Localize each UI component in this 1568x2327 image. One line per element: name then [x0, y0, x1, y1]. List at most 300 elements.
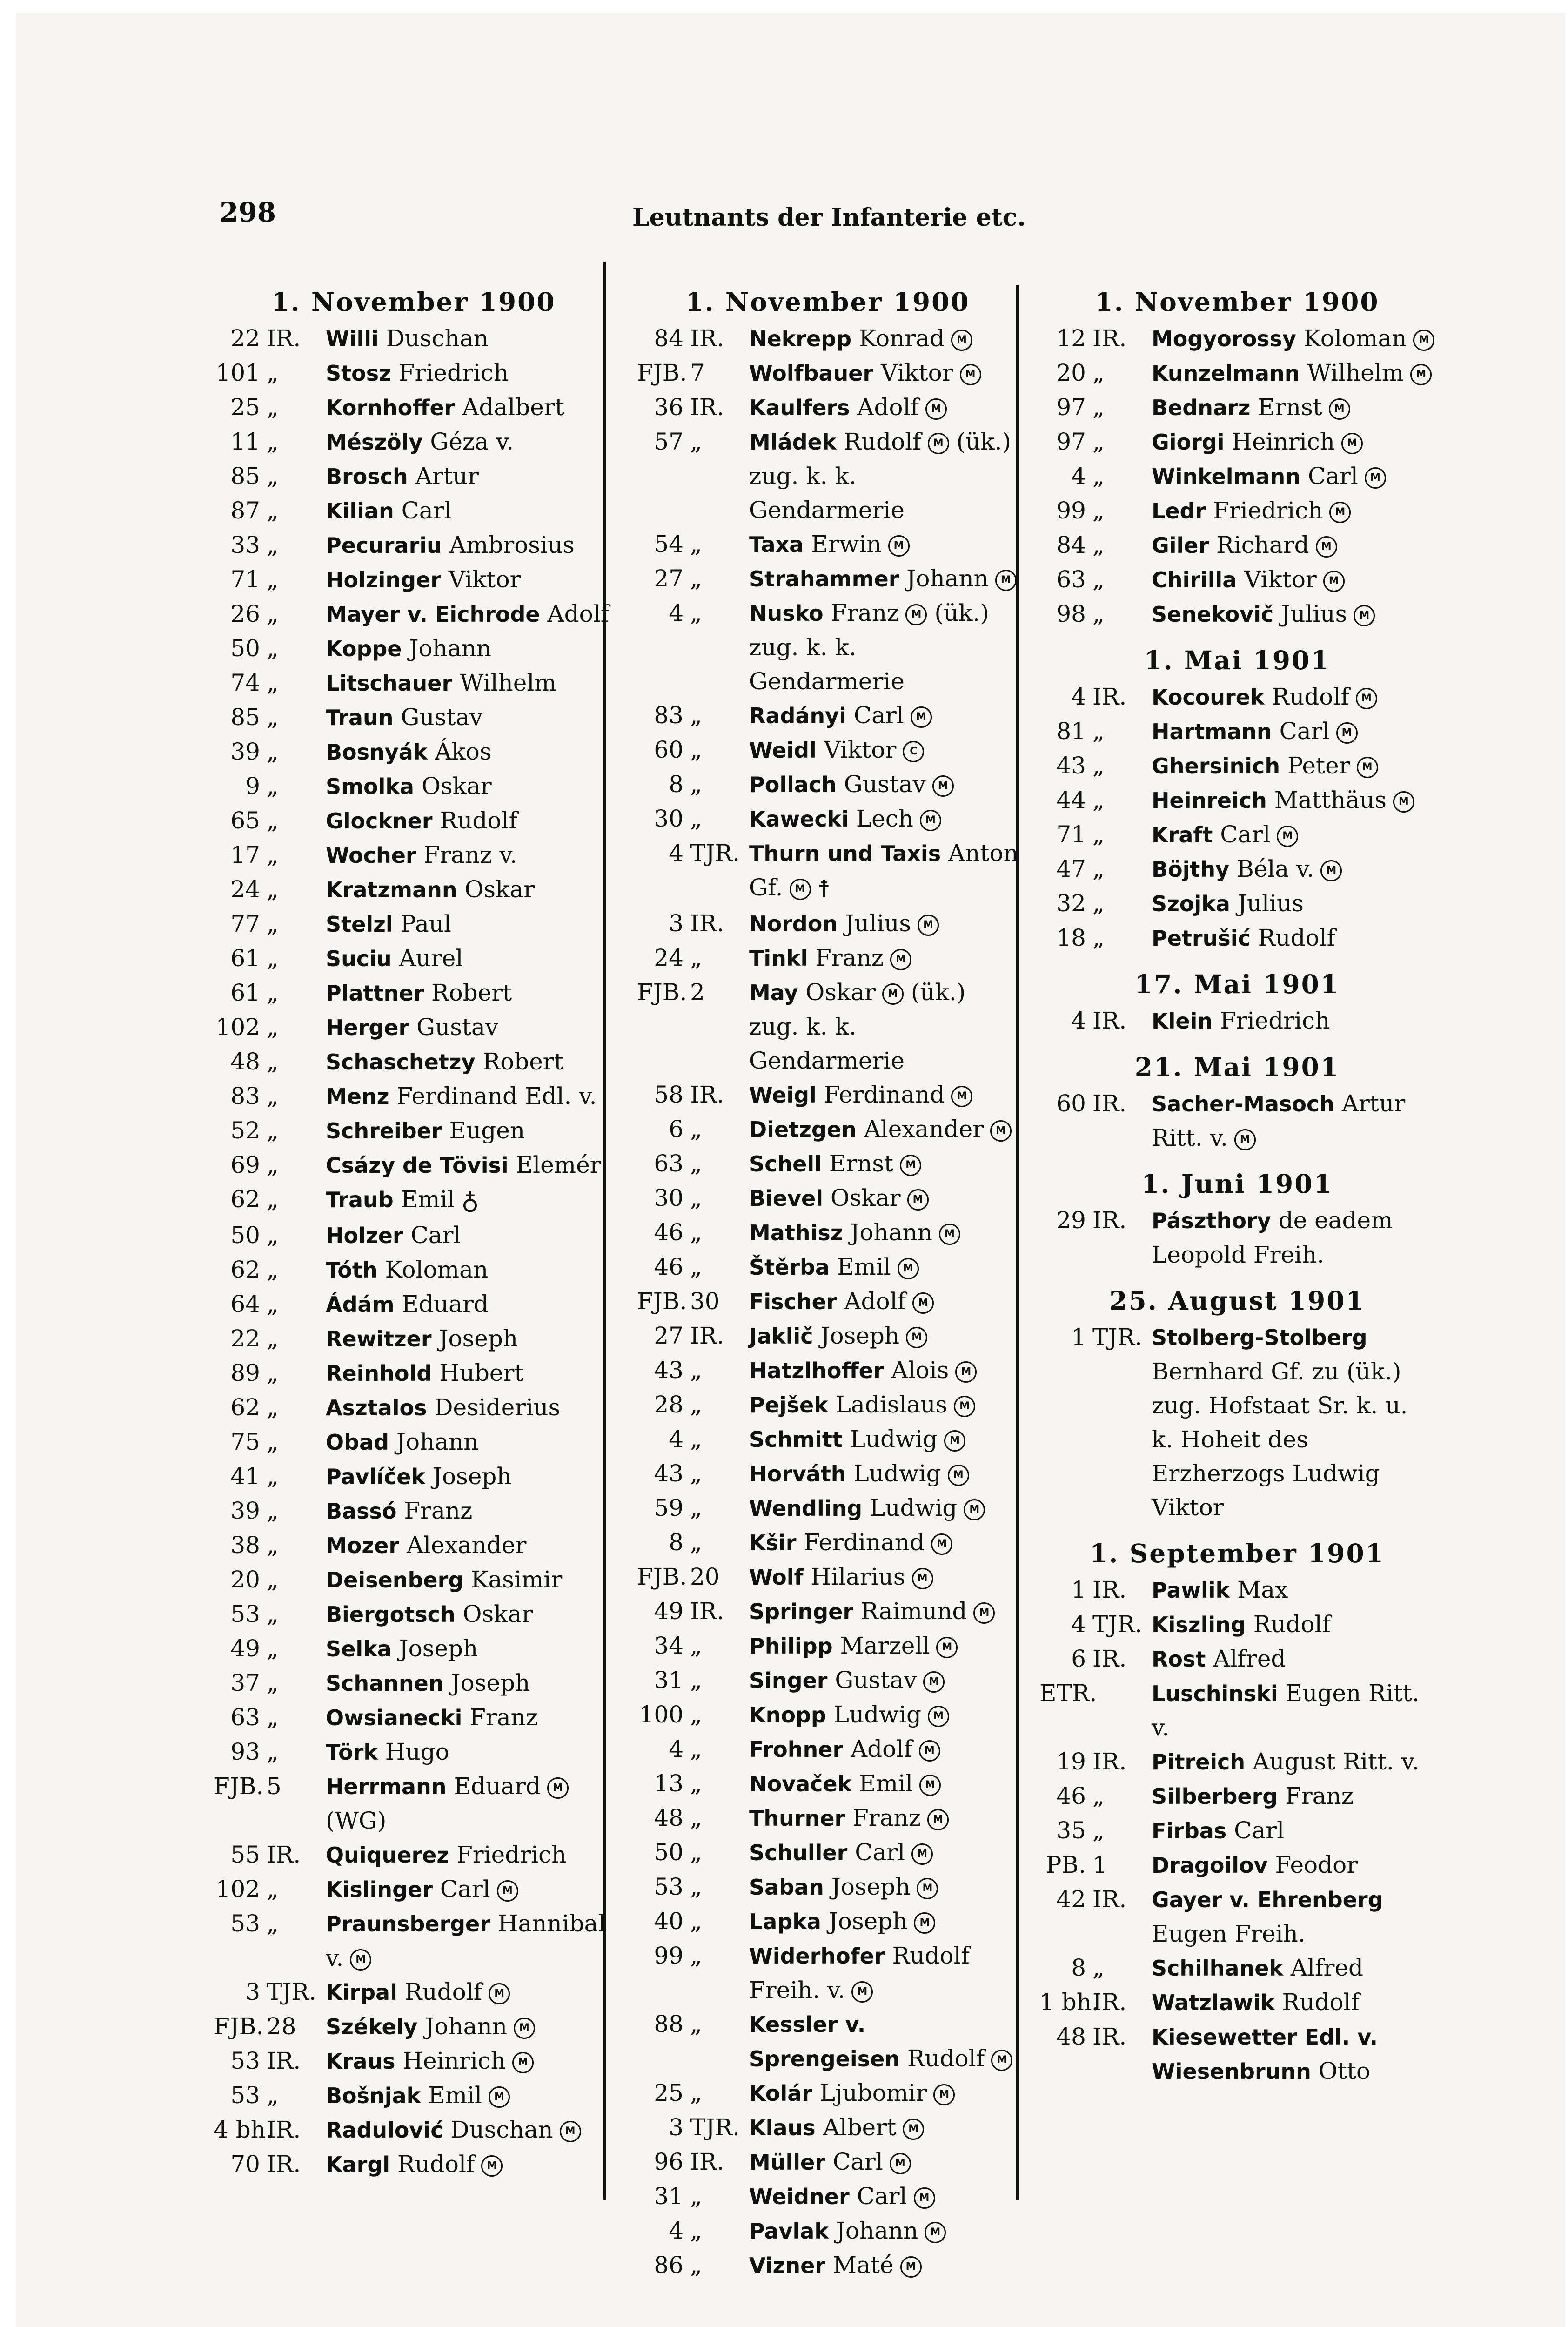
unit-type: „: [267, 704, 279, 731]
regiment-number: 4 bh.: [214, 2116, 273, 2143]
unit-type: „: [690, 702, 702, 729]
officer-entry: [214, 1218, 614, 1253]
surname: Luschinski: [1152, 1681, 1278, 1706]
regiment-number: 8: [1071, 1954, 1086, 1981]
unit-type: „: [690, 1942, 702, 1969]
surname: Dragoilov: [1152, 1853, 1268, 1878]
entry-note: (ük.) zug. k. k. Gendarmerie: [749, 599, 989, 695]
regiment-number: 36: [654, 394, 683, 421]
decoration-mark: M: [973, 1602, 995, 1624]
officer-entry: [637, 322, 1019, 356]
regiment-number: 57: [654, 428, 683, 455]
entry-text: [744, 1491, 1019, 1526]
unit-type: „: [267, 1290, 279, 1318]
surname: Kocourek: [1152, 685, 1265, 710]
officer-entry: [637, 1216, 1019, 1250]
officer-entry: [637, 596, 1019, 699]
regiment-number: 96: [654, 2148, 683, 2175]
surname: Menz: [326, 1084, 389, 1109]
regiment-number: 48: [230, 1048, 260, 1075]
entry-text: [744, 1939, 1019, 2007]
regiment-number: 62: [230, 1256, 260, 1283]
entry-text: [744, 1526, 1019, 1560]
entry-text: [320, 2010, 614, 2044]
regiment-number: 87: [230, 497, 260, 524]
unit-type: 7: [690, 359, 705, 386]
officer-entry: [637, 802, 1019, 836]
given-name: Artur Ritt. v.: [1152, 1090, 1406, 1151]
unit-type: IR.: [690, 1597, 724, 1625]
decoration-mark: M: [890, 2153, 911, 2174]
officer-entry: [214, 2147, 614, 2182]
officer-entry: [1039, 1320, 1435, 1525]
unit-type: „: [690, 944, 702, 971]
surname: Hatzlhoffer: [749, 1358, 884, 1383]
unit-type: „: [1092, 394, 1105, 421]
unit-type: „: [1092, 463, 1105, 490]
unit-type: IR.: [1092, 325, 1127, 352]
regiment-number: 32: [1056, 890, 1086, 917]
officer-entry: [637, 1698, 1019, 1732]
entry-text: [1146, 818, 1435, 852]
officer-entry: [214, 1010, 614, 1045]
entry-text: [744, 1353, 1019, 1388]
decoration-mark: M: [790, 879, 811, 900]
given-name: Wilhelm: [460, 669, 556, 696]
given-name: Rudolf: [907, 2045, 985, 2072]
given-name: Géza v.: [430, 428, 514, 455]
entry-text: [320, 1666, 614, 1701]
surname: Radányi: [749, 703, 846, 728]
regiment-number: 46: [1056, 1782, 1086, 1809]
officer-entry: [214, 873, 614, 907]
surname: Obad: [326, 1429, 389, 1455]
entry-text: [320, 1701, 614, 1735]
surname: Nusko: [749, 601, 824, 626]
unit-type: „: [267, 1014, 279, 1041]
unit-type: „: [690, 1150, 702, 1177]
decoration-mark: M: [1354, 605, 1375, 626]
date-heading: 1. Juni 1901: [1141, 1169, 1333, 1199]
surname: Kislinger: [326, 1876, 433, 1902]
unit-type: „: [690, 1459, 702, 1487]
officer-entry: [214, 1114, 614, 1148]
regiment-number: FJB.: [637, 1563, 687, 1590]
officer-entry: [1039, 1087, 1435, 1155]
unit-type: IR.: [1092, 1007, 1127, 1034]
entry-text: [320, 804, 614, 838]
officer-entry: [637, 1078, 1019, 1112]
given-name: Ernst: [829, 1150, 894, 1177]
surname: Pavlak: [749, 2218, 829, 2244]
decoration-mark: M: [900, 1155, 921, 1176]
regiment-number: 22: [230, 1325, 260, 1352]
given-name: Adolf: [844, 1287, 906, 1315]
given-name: Wilhelm: [1307, 359, 1404, 386]
decoration-mark: M: [927, 1809, 949, 1830]
decoration-mark: M: [925, 398, 947, 420]
given-name: Joseph: [831, 1873, 911, 1900]
given-name: Carl: [857, 2182, 907, 2210]
officer-entry: [214, 1045, 614, 1079]
officer-entry: [214, 2078, 614, 2113]
regiment-number: 20: [230, 1566, 260, 1593]
date-heading: 1. November 1900: [1095, 287, 1380, 317]
decoration-mark: M: [928, 1706, 949, 1727]
unit-type: „: [690, 1735, 702, 1762]
surname: Owsianecki: [326, 1705, 462, 1730]
entry-text: [1146, 1320, 1435, 1525]
unit-type: „: [267, 2081, 279, 2109]
regiment-number: PB.: [1045, 1851, 1086, 1878]
given-name: Ambrosius: [449, 531, 575, 558]
surname: Schreiber: [326, 1118, 442, 1143]
decoration-mark: M: [951, 1086, 972, 1107]
decoration-mark: M: [481, 2155, 503, 2177]
officer-entry: [637, 2179, 1019, 2214]
given-name: Rudolf: [440, 807, 517, 834]
regiment-number: 43: [654, 1356, 683, 1384]
regiment-number: 46: [654, 1253, 683, 1280]
regiment-number: 88: [654, 2010, 683, 2038]
entry-text: [1146, 1814, 1435, 1848]
entry-text: [320, 1391, 614, 1425]
surname: Quiquerez: [326, 1842, 449, 1868]
officer-entry: [1039, 1676, 1435, 1745]
surname: Holzer: [326, 1223, 403, 1248]
regiment-number: 4: [1071, 463, 1086, 490]
regiment-number: 77: [230, 910, 260, 937]
unit-type: „: [1092, 1954, 1105, 1981]
unit-type: „: [690, 1701, 702, 1728]
surname: Herrmann: [326, 1774, 447, 1799]
officer-entry: [214, 390, 614, 425]
regiment-number: 4: [1071, 1007, 1086, 1034]
unit-type: IR.: [267, 2116, 301, 2143]
regiment-number: 63: [230, 1703, 260, 1731]
officer-entry: [1039, 390, 1435, 425]
unit-type: „: [267, 1669, 279, 1696]
decoration-mark: M: [918, 915, 939, 936]
regiment-number: 102: [215, 1014, 260, 1041]
surname: Nekrepp: [749, 326, 852, 351]
given-name: Eugen Freih.: [1152, 1920, 1306, 1947]
unit-type: „: [690, 2182, 702, 2210]
unit-type: „: [1092, 428, 1105, 455]
decoration-mark: M: [939, 1224, 960, 1245]
regiment-number: 1: [1071, 1576, 1086, 1603]
entry-text: [744, 1250, 1019, 1285]
unit-type: „: [1092, 566, 1105, 593]
regiment-number: 93: [230, 1738, 260, 1765]
regiment-number: 102: [215, 1875, 260, 1903]
entry-text: [744, 1422, 1019, 1457]
officer-entry: [637, 733, 1019, 767]
decoration-mark: M: [923, 1671, 945, 1693]
entry-text: [320, 632, 614, 666]
unit-type: „: [267, 1600, 279, 1628]
surname: Singer: [749, 1668, 828, 1693]
given-name: Joseph: [828, 1907, 908, 1935]
surname: Traun: [326, 705, 394, 730]
given-name: Marzell: [840, 1632, 930, 1659]
surname: Winkelmann: [1152, 464, 1301, 489]
surname: Mészöly: [326, 430, 423, 455]
officer-entry: [214, 494, 614, 528]
unit-type: „: [690, 1494, 702, 1521]
surname: Szojka: [1152, 891, 1230, 916]
entry-text: [1146, 1642, 1435, 1676]
decoration-mark: M: [890, 949, 911, 970]
officer-entry: [1039, 887, 1435, 921]
regiment-number: 47: [1056, 855, 1086, 882]
entry-text: [744, 907, 1019, 941]
surname: Wolfbauer: [749, 361, 874, 386]
given-name: Alexander: [406, 1531, 527, 1559]
given-name: Béla v.: [1237, 855, 1314, 882]
unit-type: „: [267, 1186, 279, 1213]
decoration-mark: M: [951, 330, 972, 351]
given-name: Koloman: [385, 1256, 489, 1283]
regiment-number: 62: [230, 1393, 260, 1421]
regiment-number: 64: [230, 1290, 260, 1318]
entry-text: [744, 2248, 1019, 2283]
unit-type: „: [267, 497, 279, 524]
entry-text: [744, 1078, 1019, 1112]
officer-entry: [637, 1112, 1019, 1147]
unit-type: „: [267, 635, 279, 662]
entry-text: [1146, 597, 1435, 632]
decoration-mark: M: [954, 1396, 975, 1417]
given-name: Adolf: [857, 394, 919, 421]
unit-type: TJR.: [690, 2113, 740, 2141]
entry-text: [744, 1319, 1019, 1353]
decoration-mark: M: [1316, 536, 1337, 558]
entry-text: [1146, 1204, 1435, 1272]
regiment-number: 3: [669, 909, 683, 937]
given-name: Friedrich: [1213, 497, 1323, 524]
surname: Wendling: [749, 1495, 863, 1521]
regiment-number: 37: [230, 1669, 260, 1696]
entry-text: [320, 356, 614, 390]
regiment-number: 53: [230, 1910, 260, 1937]
regiment-number: 86: [654, 2251, 683, 2279]
unit-type: „: [690, 1769, 702, 1797]
officer-entry: [214, 1872, 614, 1907]
entry-text: [744, 941, 1019, 975]
officer-entry: [214, 942, 614, 976]
entry-text: [320, 494, 614, 528]
officer-entry: [214, 666, 614, 700]
surname: Schuller: [749, 1840, 848, 1865]
date-heading: 1. September 1901: [1090, 1538, 1385, 1568]
entry-text: [320, 976, 614, 1010]
unit-type: „: [267, 1151, 279, 1178]
date-heading: 25. August 1901: [1109, 1285, 1365, 1316]
regiment-number: 39: [230, 1497, 260, 1524]
officer-entry: [214, 1563, 614, 1597]
entry-text: [1146, 528, 1435, 563]
decoration-mark: M: [1357, 757, 1378, 778]
surname: Mayer v. Eichrode: [326, 602, 540, 627]
entry-text: [744, 1594, 1019, 1629]
regiment-number: 4: [669, 1735, 683, 1762]
surname: Petrušić: [1152, 926, 1251, 951]
unit-type: „: [1092, 1817, 1105, 1844]
decoration-mark: M: [497, 1880, 518, 1902]
decoration-mark: M: [906, 1327, 927, 1348]
officer-entry: [637, 1319, 1019, 1353]
surname: Böjthy: [1152, 857, 1230, 882]
officer-entry: [214, 769, 614, 804]
entry-text: [320, 1148, 614, 1183]
given-name: Franz: [852, 1804, 921, 1831]
entry-text: [744, 1663, 1019, 1698]
officer-entry: [1039, 597, 1435, 632]
officer-entry: [214, 1735, 614, 1769]
unit-type: „: [267, 1738, 279, 1765]
regiment-number: 69: [230, 1151, 260, 1178]
regiment-number: 33: [230, 531, 260, 558]
regiment-number: 61: [230, 945, 260, 972]
entry-text: [1146, 2020, 1435, 2089]
given-name: Eduard: [402, 1290, 489, 1318]
given-name: Johann: [906, 565, 989, 592]
surname: Kiesewetter Edl. v. Wiesenbrunn: [1152, 2024, 1378, 2084]
regiment-number: 27: [654, 565, 683, 592]
officer-entry: [214, 1975, 614, 2010]
surname: Thurner: [749, 1805, 845, 1831]
given-name: Max: [1237, 1576, 1288, 1603]
entry-text: [744, 2076, 1019, 2111]
given-name: Anton Gf.: [749, 840, 1019, 901]
entry-note: (ük.) zug. k. k. Gendarmerie: [749, 428, 1012, 524]
entry-text: [320, 1114, 614, 1148]
unit-type: „: [267, 669, 279, 696]
surname: Selka: [326, 1636, 392, 1661]
given-name: Carl: [855, 1838, 905, 1866]
unit-type: „: [1092, 821, 1105, 848]
officer-entry: [214, 1459, 614, 1494]
unit-type: „: [1092, 359, 1105, 386]
regiment-number: 71: [1056, 821, 1086, 848]
unit-type: „: [690, 2251, 702, 2279]
given-name: Ludwig: [850, 1425, 938, 1453]
decoration-mark: M: [350, 1949, 371, 1971]
surname: Schmitt: [749, 1426, 843, 1452]
regiment-number: 24: [654, 944, 683, 971]
regiment-number: 31: [654, 2182, 683, 2210]
regiment-number: 84: [1056, 531, 1086, 558]
unit-type: „: [690, 1528, 702, 1556]
regiment-number: 85: [230, 463, 260, 490]
book-page: [16, 13, 1565, 2327]
unit-type: IR.: [267, 1841, 301, 1868]
entry-text: [1146, 459, 1435, 494]
given-name: Gustav: [844, 771, 926, 798]
surname: Müller: [749, 2149, 825, 2175]
officer-entry: [1039, 1642, 1435, 1676]
entry-text: [744, 975, 1019, 1078]
entry-text: [320, 1287, 614, 1322]
entry-text: [744, 2179, 1019, 2214]
decoration-mark: M: [512, 2052, 534, 2073]
date-heading: 1. November 1900: [685, 287, 970, 317]
regiment-number: 101: [215, 359, 260, 386]
officer-entry: [1039, 1004, 1435, 1038]
surname: Rost: [1152, 1647, 1206, 1672]
unit-type: „: [1092, 855, 1105, 882]
regiment-number: 71: [230, 566, 260, 593]
given-name: Erwin: [811, 531, 882, 558]
surname: Székely: [326, 2014, 418, 2039]
unit-type: „: [267, 566, 279, 593]
officer-entry: [1039, 1204, 1435, 1272]
regiment-number: 25: [654, 2079, 683, 2106]
unit-type: „: [690, 1115, 702, 1143]
unit-type: IR.: [690, 394, 724, 421]
entry-text: [744, 1698, 1019, 1732]
decoration-mark: M: [933, 2084, 955, 2105]
surname: Csázy de Tövisi: [326, 1153, 509, 1178]
unit-type: 28: [267, 2012, 296, 2040]
surname: Weidner: [749, 2184, 850, 2209]
given-name: de eadem Leopold Freih.: [1152, 1207, 1393, 1268]
officer-entry: [637, 907, 1019, 941]
regiment-number: 35: [1056, 1817, 1086, 1844]
unit-type: „: [690, 2079, 702, 2106]
unit-type: „: [690, 1425, 702, 1453]
unit-type: „: [267, 394, 279, 421]
unit-type: IR.: [690, 325, 724, 352]
given-name: Johann: [850, 1218, 932, 1246]
regiment-number: 53: [654, 1873, 683, 1900]
officer-entry: [637, 1526, 1019, 1560]
surname: Ádám: [326, 1291, 395, 1317]
decoration-mark: M: [917, 1878, 938, 1899]
decoration-mark: M: [1341, 433, 1363, 454]
officer-entry: [637, 2145, 1019, 2179]
given-name: Ákos: [435, 738, 492, 765]
unit-type: TJR.: [267, 1978, 316, 2005]
surname: Tinkl: [749, 945, 808, 971]
unit-type: „: [267, 1462, 279, 1490]
regiment-number: 53: [230, 2047, 260, 2074]
surname: Pászthory: [1152, 1208, 1271, 1233]
regiment-number: 25: [230, 394, 260, 421]
unit-type: „: [267, 1497, 279, 1524]
unit-type: „: [1092, 752, 1105, 779]
surname: Sacher-Masoch: [1152, 1091, 1334, 1116]
regiment-number: 6: [1071, 1645, 1086, 1672]
entry-text: [320, 1494, 614, 1528]
officer-entry: [214, 2010, 614, 2044]
entry-text: [744, 527, 1019, 562]
decoration-mark: M: [991, 2050, 1012, 2071]
officer-entry: [1039, 528, 1435, 563]
surname: Pecurariu: [326, 533, 442, 558]
regiment-number: 4: [669, 2217, 683, 2244]
officer-entry: [637, 356, 1019, 390]
decoration-mark: M: [1410, 364, 1432, 385]
surname: Schilhanek: [1152, 1956, 1284, 1981]
section-gap: [1039, 1038, 1435, 1048]
officer-entry: [637, 975, 1019, 1078]
officer-entry: [637, 1663, 1019, 1698]
decoration-mark: M: [1329, 398, 1350, 420]
officer-entry: [1039, 1607, 1435, 1642]
entry-text: [744, 1767, 1019, 1801]
